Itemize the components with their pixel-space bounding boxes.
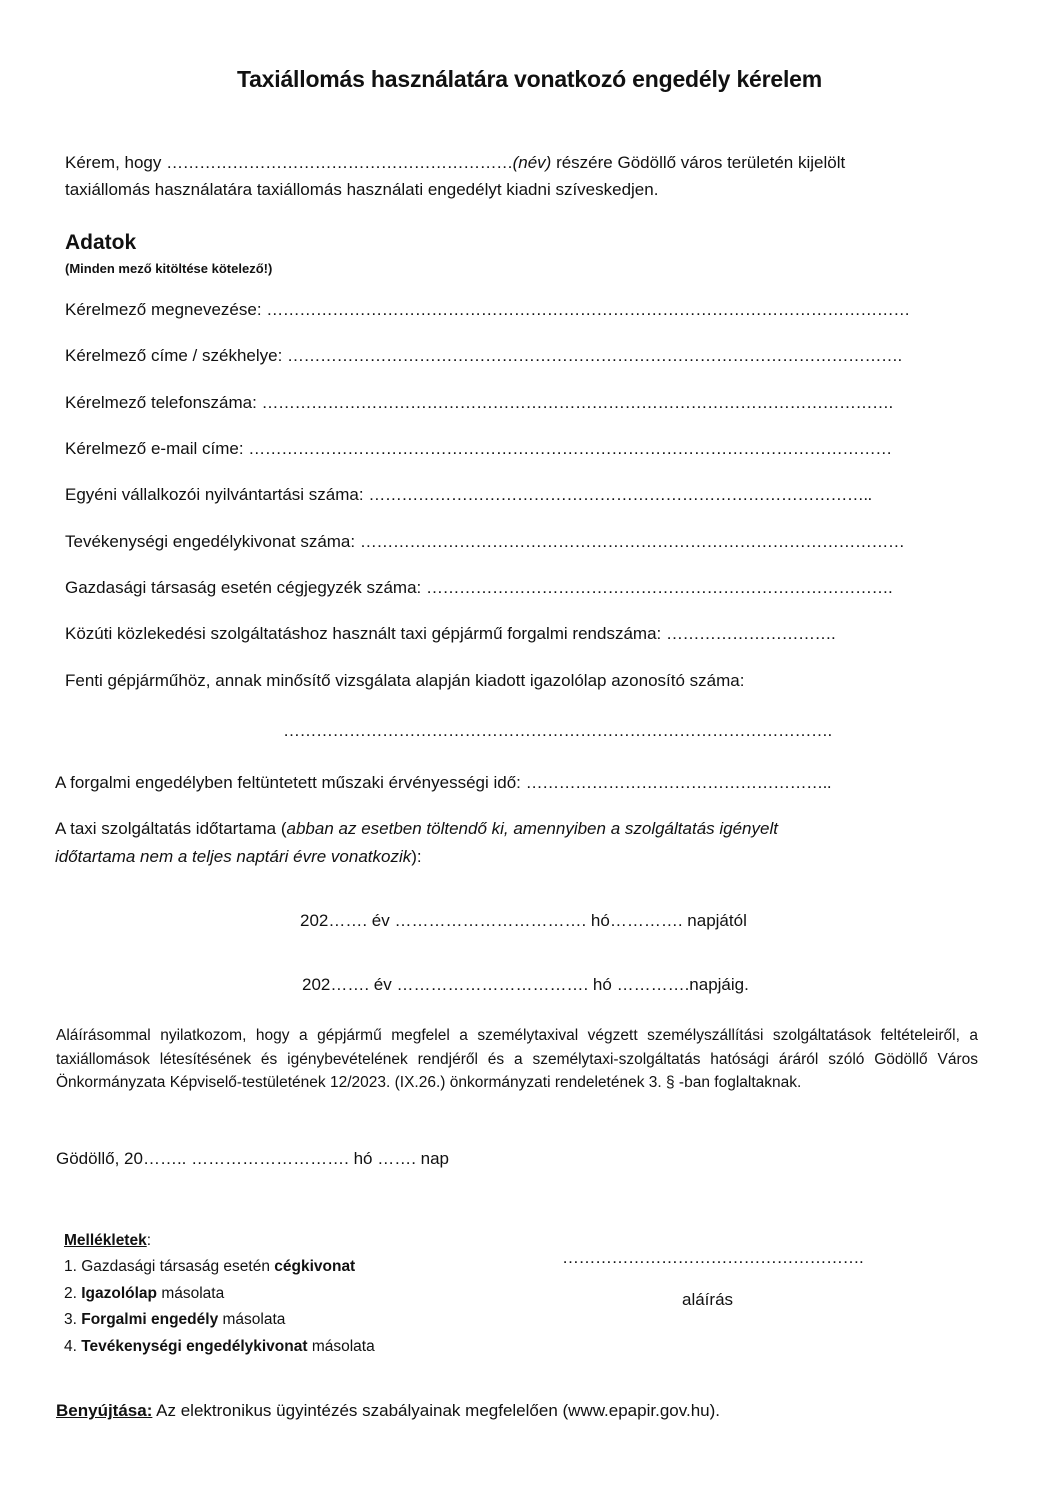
attachment-text-suffix: másolata bbox=[157, 1284, 225, 1302]
attachment-number: 2. bbox=[64, 1284, 82, 1302]
idotartam-italic-2: időtartama nem a teljes naptári évre vonatkozik bbox=[55, 847, 412, 866]
attachment-text-suffix: másolata bbox=[218, 1311, 286, 1328]
submission-label: Benyújtása: bbox=[56, 1401, 153, 1420]
attachment-item bbox=[64, 1334, 375, 1360]
idotartam-suffix: ): bbox=[411, 847, 422, 866]
form-field-blank[interactable]: ……………………………………………………………………………….. bbox=[368, 485, 872, 505]
muszaki-label: A forgalmi engedélyben feltüntetett műszaki érvényességi idő: bbox=[55, 773, 526, 792]
form-field-row bbox=[65, 485, 872, 505]
name-blank[interactable]: ……………………………………………………… bbox=[166, 153, 513, 172]
submission-line bbox=[56, 1401, 720, 1421]
form-field-blank[interactable]: …………………………………………………………………………………………………. bbox=[287, 346, 902, 366]
declaration-paragraph: Aláírásommal nyilatkozom, hogy a gépjármű megfelel a személytaxival végzett személyszállítási szolgáltatások feltételeiről, a taxiállomások létesítésének és igénybevételének rendjéről és a személytaxi-szolgáltatás hatósági áráról szóló Gödöllő Város Önkormányzata Képviselő-testületének 12/2023. (IX.26.) önkormányzati rendeletének 3. § -ban foglaltaknak. bbox=[56, 1027, 978, 1091]
attachment-bold-text: Igazolólap bbox=[81, 1284, 158, 1302]
attachment-number: 4. bbox=[64, 1337, 82, 1355]
form-field-blank[interactable]: ……………………………………………………………………………………………………… bbox=[248, 438, 892, 458]
form-field-blank[interactable]: ……………………………………………………………………………………… bbox=[359, 531, 905, 551]
submission-text: Az elektronikus ügyintézés szabályainak megfelelően (www.epapir.gov.hu). bbox=[152, 1401, 720, 1420]
form-field-label: Kérelmező telefonszáma: bbox=[65, 392, 262, 412]
attachment-item bbox=[64, 1254, 355, 1280]
signature-blank[interactable]: ………………………………………………. bbox=[562, 1248, 864, 1267]
idotartam-line-1 bbox=[55, 819, 778, 839]
intro-prefix: Kérem, hogy bbox=[65, 153, 167, 172]
adatok-note: (Minden mező kitöltése kötelező!) bbox=[65, 261, 273, 276]
attachment-number: 3. bbox=[64, 1311, 82, 1328]
nev-label: (név) bbox=[512, 153, 552, 172]
attachments-heading: Mellékletek bbox=[64, 1232, 147, 1249]
form-field-row bbox=[65, 393, 893, 413]
form-field-blank[interactable]: ……………………………………………………………………………………………………. bbox=[261, 392, 893, 412]
form-field-label: Kérelmező e-mail címe: bbox=[65, 438, 249, 458]
form-field-row bbox=[65, 624, 835, 644]
signature-label: aláírás bbox=[682, 1290, 734, 1309]
form-field-row bbox=[65, 532, 904, 552]
attachment-text-suffix: másolata bbox=[307, 1337, 375, 1355]
attachments-colon: : bbox=[146, 1232, 152, 1249]
form-field-label: Kérelmező címe / székhelye: bbox=[65, 346, 288, 366]
muszaki-line bbox=[55, 773, 831, 793]
intro-line-1 bbox=[65, 150, 845, 176]
period-to[interactable]: 202……. év ……………………………. hó ………….napjáig. bbox=[302, 975, 749, 994]
form-field-label: Kérelmező megnevezése: bbox=[65, 300, 267, 319]
form-field-blank[interactable]: …………………………………………………………………………. bbox=[425, 577, 893, 597]
attachment-number: 1. bbox=[64, 1258, 82, 1275]
form-field-blank[interactable]: ……………………………………………………………………………………………………… bbox=[266, 300, 910, 319]
form-field-row bbox=[65, 578, 892, 598]
idotartam-italic-1: abban az esetben töltendő ki, amennyiben a szolgáltatás igényelt bbox=[286, 819, 778, 838]
intro-line-2: taxiállomás használatára taxiállomás használati engedélyt kiadni szíveskedjen. bbox=[65, 180, 659, 199]
attachments-heading-line bbox=[64, 1228, 151, 1254]
attachment-bold-text: Forgalmi engedély bbox=[81, 1311, 219, 1328]
adatok-heading: Adatok bbox=[65, 231, 137, 254]
form-field-blank[interactable]: …………………………. bbox=[665, 624, 836, 644]
attachment-bold-text: Tevékenységi engedélykivonat bbox=[81, 1337, 308, 1355]
form-field-row bbox=[65, 439, 892, 459]
igazololap-label: Fenti gépjárműhöz, annak minősítő vizsgálata alapján kiadott igazolólap azonosító száma: bbox=[65, 671, 745, 690]
attachment-item bbox=[64, 1307, 285, 1333]
date-line[interactable]: Gödöllő, 20…….. ………………………. hó ……. nap bbox=[56, 1149, 450, 1168]
attachment-text: Gazdasági társaság esetén bbox=[81, 1258, 275, 1275]
idotartam-prefix: A taxi szolgáltatás időtartama ( bbox=[55, 819, 287, 838]
intro-suffix: részére Gödöllő város területén kijelölt bbox=[551, 153, 846, 172]
form-field-label: Tevékenységi engedélykivonat száma: bbox=[65, 531, 360, 551]
form-field-label: Közúti közlekedési szolgáltatáshoz használt taxi gépjármű forgalmi rendszáma: bbox=[65, 624, 666, 644]
period-from[interactable]: 202……. év ……………………………. hó…………. napjától bbox=[300, 911, 747, 930]
muszaki-blank[interactable]: ……………………………………………….. bbox=[525, 773, 832, 792]
attachment-item bbox=[64, 1281, 224, 1307]
form-field-row bbox=[65, 300, 910, 320]
document-title: Taxiállomás használatára vonatkozó engedély kérelem bbox=[236, 66, 823, 92]
form-field-row bbox=[65, 346, 902, 366]
igazololap-blank[interactable]: ………………………………………………………………………………………. bbox=[283, 721, 832, 740]
form-field-label: Gazdasági társaság esetén cégjegyzék száma: bbox=[65, 577, 426, 597]
attachment-bold-text: cégkivonat bbox=[274, 1258, 356, 1275]
idotartam-line-2 bbox=[55, 847, 422, 867]
form-field-label: Egyéni vállalkozói nyilvántartási száma: bbox=[65, 485, 369, 505]
